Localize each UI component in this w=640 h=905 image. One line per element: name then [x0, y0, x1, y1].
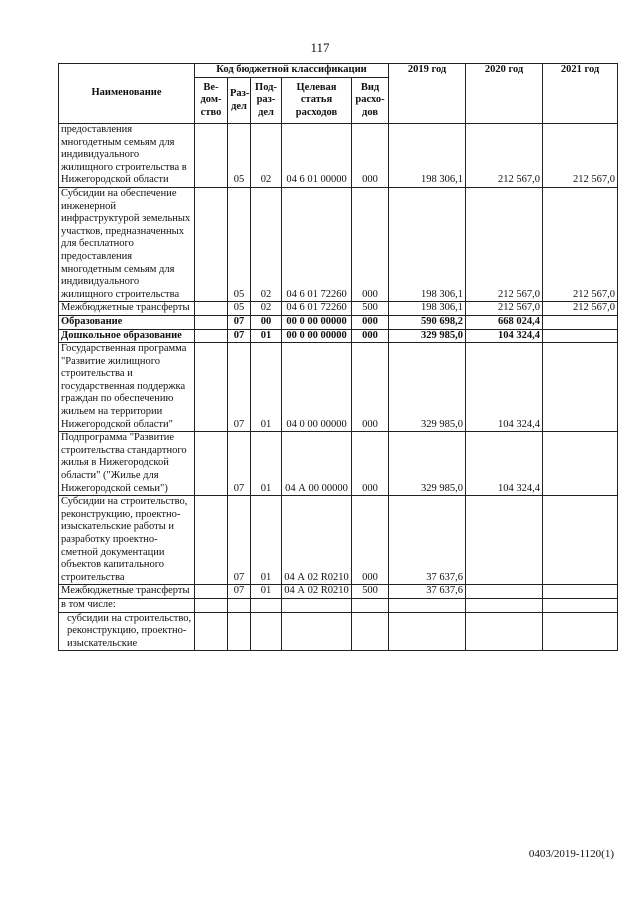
header-vid-rashodov: Вид расхо-дов [352, 78, 389, 124]
cell-razdel [228, 598, 251, 612]
cell-name: Образование [59, 315, 195, 329]
cell-y2019: 329 985,0 [389, 432, 466, 496]
cell-y2020 [466, 598, 543, 612]
cell-y2020: 104 324,4 [466, 343, 543, 432]
cell-podrazdel: 01 [251, 343, 282, 432]
cell-vid: 000 [352, 187, 389, 301]
cell-name: Дошкольное образование [59, 329, 195, 343]
cell-name: Подпрограмма "Развитие строительства стандартного жилья в Нижегородской области" ("Жилье для Нижегородской семьи") [59, 432, 195, 496]
cell-razdel: 05 [228, 124, 251, 188]
cell-ved [195, 585, 228, 599]
table-row [59, 315, 618, 329]
table-row [59, 432, 618, 496]
cell-celevaya [282, 612, 352, 651]
cell-name: в том числе: [59, 598, 195, 612]
cell-y2020: 212 567,0 [466, 124, 543, 188]
cell-vid: 000 [352, 343, 389, 432]
header-name: Наименование [59, 64, 195, 124]
cell-celevaya: 04 0 00 00000 [282, 343, 352, 432]
header-year-2019: 2019 год [389, 64, 466, 124]
cell-y2020: 668 024,4 [466, 315, 543, 329]
cell-podrazdel: 00 [251, 315, 282, 329]
cell-y2020 [466, 585, 543, 599]
cell-razdel [228, 612, 251, 651]
cell-celevaya: 04 А 02 R0210 [282, 496, 352, 585]
cell-ved [195, 315, 228, 329]
cell-podrazdel: 01 [251, 496, 282, 585]
cell-ved [195, 343, 228, 432]
header-year-2021: 2021 год [543, 64, 618, 124]
cell-y2019: 37 637,6 [389, 496, 466, 585]
cell-y2021 [543, 585, 618, 599]
cell-name: Субсидии на строительство, реконструкцию, проектно-изыскательские работы и разработку проектно-сметной документации объектов капитального строительства [59, 496, 195, 585]
cell-y2019: 198 306,1 [389, 124, 466, 188]
cell-celevaya: 04 6 01 00000 [282, 124, 352, 188]
cell-name: предоставления многодетным семьям для индивидуального жилищного строительства в Нижегородской области [59, 124, 195, 188]
cell-vid: 000 [352, 329, 389, 343]
table-row [59, 124, 618, 188]
cell-celevaya: 04 А 00 00000 [282, 432, 352, 496]
cell-y2020 [466, 496, 543, 585]
cell-razdel: 07 [228, 315, 251, 329]
cell-podrazdel [251, 598, 282, 612]
cell-y2020: 212 567,0 [466, 187, 543, 301]
cell-y2019: 198 306,1 [389, 187, 466, 301]
cell-y2021: 212 567,0 [543, 187, 618, 301]
header-podrazdel: Под-раз-дел [251, 78, 282, 124]
header-classification-code: Код бюджетной классификации [195, 64, 389, 78]
cell-podrazdel: 01 [251, 585, 282, 599]
cell-ved [195, 329, 228, 343]
header-celevaya-statya: Целевая статья расходов [282, 78, 352, 124]
cell-ved [195, 187, 228, 301]
cell-razdel: 05 [228, 187, 251, 301]
cell-y2020: 104 324,4 [466, 432, 543, 496]
cell-name: Субсидии на обеспечение инженерной инфраструктурой земельных участков, предназначенных для бесплатного предоставления многодетным семьям для индивидуального жилищного строительства [59, 187, 195, 301]
table-row [59, 187, 618, 301]
cell-y2021 [543, 329, 618, 343]
cell-y2021 [543, 598, 618, 612]
cell-razdel: 05 [228, 302, 251, 316]
cell-vid: 000 [352, 124, 389, 188]
budget-table [58, 63, 618, 651]
cell-celevaya: 00 0 00 00000 [282, 315, 352, 329]
cell-y2019: 329 985,0 [389, 329, 466, 343]
cell-y2021: 212 567,0 [543, 302, 618, 316]
cell-vid [352, 598, 389, 612]
cell-razdel: 07 [228, 585, 251, 599]
table-header [59, 64, 618, 124]
cell-name: Межбюджетные трансферты [59, 302, 195, 316]
cell-razdel: 07 [228, 496, 251, 585]
cell-ved [195, 496, 228, 585]
cell-y2019: 590 698,2 [389, 315, 466, 329]
cell-podrazdel: 01 [251, 329, 282, 343]
cell-y2020: 212 567,0 [466, 302, 543, 316]
table-row [59, 612, 618, 651]
cell-celevaya: 04 А 02 R0210 [282, 585, 352, 599]
cell-name: Межбюджетные трансферты [59, 585, 195, 599]
table-body [59, 124, 618, 651]
cell-y2021 [543, 432, 618, 496]
cell-name: субсидии на строительство, реконструкцию, проектно-изыскательские [59, 612, 195, 651]
header-vedomstvo: Ве-дом-ство [195, 78, 228, 124]
table-row [59, 598, 618, 612]
header-year-2020: 2020 год [466, 64, 543, 124]
document-code: 0403/2019-1120(1) [528, 848, 614, 860]
cell-y2019 [389, 598, 466, 612]
cell-vid: 000 [352, 432, 389, 496]
table-row [59, 302, 618, 316]
cell-razdel: 07 [228, 432, 251, 496]
cell-podrazdel: 02 [251, 302, 282, 316]
cell-vid: 500 [352, 585, 389, 599]
cell-vid [352, 612, 389, 651]
cell-ved [195, 612, 228, 651]
header-razdel: Раз-дел [228, 78, 251, 124]
table-row [59, 585, 618, 599]
cell-y2021: 212 567,0 [543, 124, 618, 188]
table-row [59, 329, 618, 343]
cell-y2019: 329 985,0 [389, 343, 466, 432]
cell-razdel: 07 [228, 329, 251, 343]
cell-celevaya: 04 6 01 72260 [282, 187, 352, 301]
cell-ved [195, 432, 228, 496]
cell-ved [195, 598, 228, 612]
cell-ved [195, 302, 228, 316]
cell-celevaya [282, 598, 352, 612]
table-row [59, 343, 618, 432]
cell-podrazdel [251, 612, 282, 651]
cell-vid: 000 [352, 315, 389, 329]
cell-vid: 500 [352, 302, 389, 316]
page-number: 117 [310, 40, 330, 55]
cell-celevaya: 04 6 01 72260 [282, 302, 352, 316]
cell-razdel: 07 [228, 343, 251, 432]
cell-vid: 000 [352, 496, 389, 585]
cell-y2019: 37 637,6 [389, 585, 466, 599]
cell-podrazdel: 02 [251, 124, 282, 188]
cell-y2020 [466, 612, 543, 651]
cell-ved [195, 124, 228, 188]
cell-podrazdel: 02 [251, 187, 282, 301]
cell-y2021 [543, 612, 618, 651]
cell-y2021 [543, 343, 618, 432]
cell-y2019 [389, 612, 466, 651]
cell-celevaya: 00 0 00 00000 [282, 329, 352, 343]
cell-y2021 [543, 315, 618, 329]
cell-podrazdel: 01 [251, 432, 282, 496]
cell-y2021 [543, 496, 618, 585]
cell-name: Государственная программа "Развитие жилищного строительства и государственная поддержка граждан по обеспечению жильем на территории Нижегородской области" [59, 343, 195, 432]
cell-y2020: 104 324,4 [466, 329, 543, 343]
cell-y2019: 198 306,1 [389, 302, 466, 316]
table-row [59, 496, 618, 585]
